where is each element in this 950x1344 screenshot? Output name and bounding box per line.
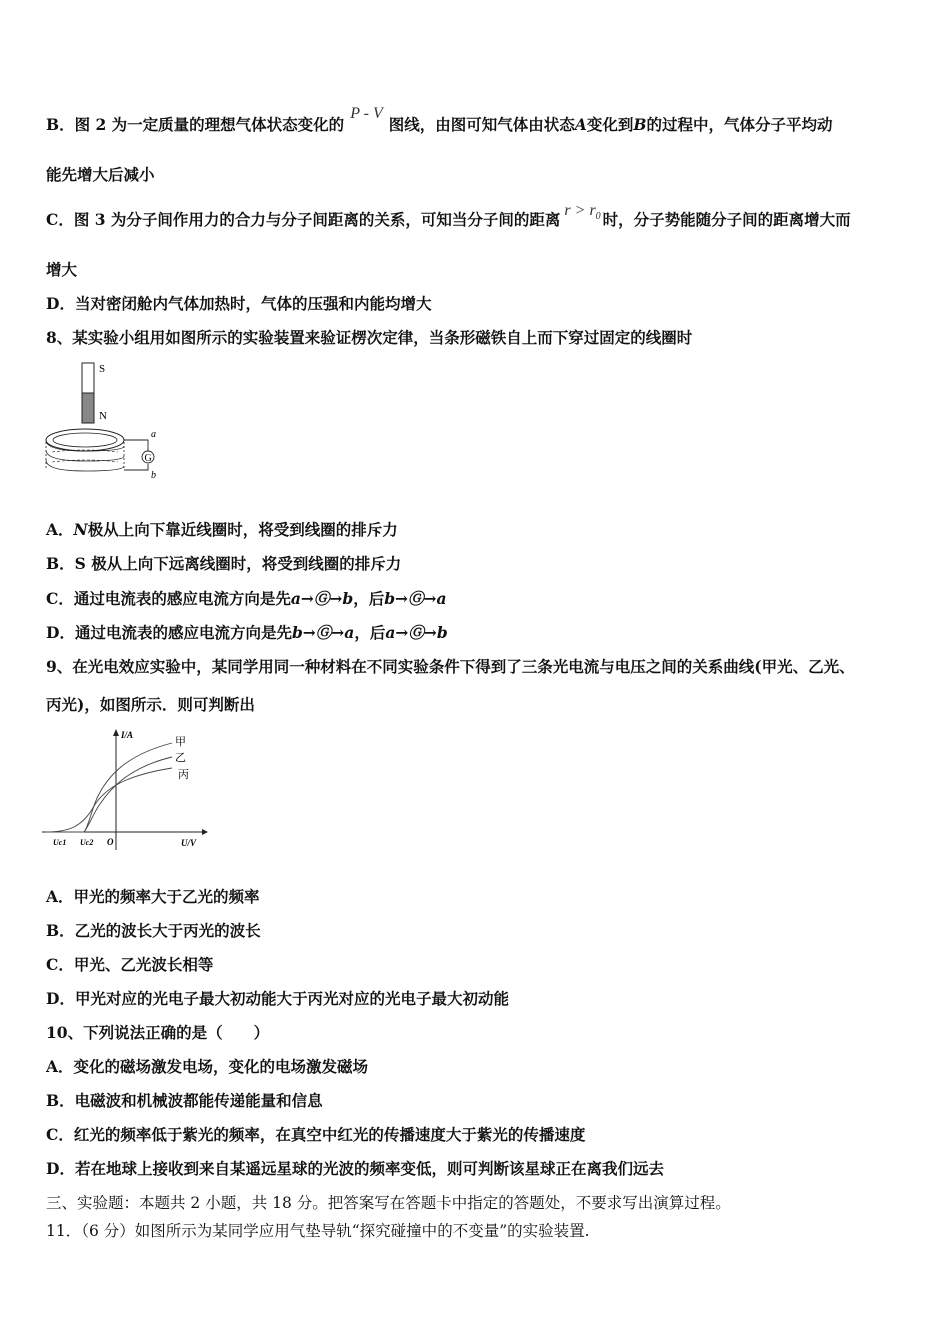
label-n: N [99, 410, 107, 422]
q7-option-b-text: B．图 2 为一定质量的理想气体状态变化的 [46, 115, 345, 134]
q8-option-d-mid: ，后 [354, 623, 386, 642]
current-path-3: b→Ⓖ→a [291, 623, 355, 642]
q10-option-d: D．若在地球上接收到来自某遥远星球的光波的频率变低，则可判断该星球正在离我们远去 [46, 1159, 664, 1178]
q7-option-c-text2: 时，分子势能随分子间的距离增大而 [602, 210, 851, 229]
label-s: S [99, 363, 106, 375]
q7-option-b-cont: 能先增大后减小 [46, 165, 155, 184]
current-path-2: b→Ⓖ→a [384, 589, 447, 608]
curve-jia [46, 743, 172, 832]
q9-option-d: D．甲光对应的光电子最大初动能大于丙光对应的光电子最大初动能 [46, 989, 509, 1008]
q7-option-b-text3: 变化到 [586, 115, 634, 134]
q7-option-b-text2: 图线，由图可知气体由状态 [388, 115, 575, 134]
x-axis-label: U/V [181, 838, 197, 848]
pole-n: N [73, 520, 88, 539]
q7-option-c-cont: 增大 [46, 260, 78, 279]
state-b: B [633, 115, 647, 134]
q8-stem: 8、某实验小组用如图所示的实验装置来验证楞次定律，当条形磁铁自上而下穿过固定的线圈时 [46, 328, 693, 347]
section-3-heading: 三、实验题：本题共 2 小题，共 18 分。把答案写在答题卡中指定的答题处，不要求写出演算过程。 [46, 1194, 731, 1212]
q9-stem: 9、在光电效应实验中，某同学用同一种材料在不同实验条件下得到了三条光电流与电压之间的关系曲线(甲光、乙光、 [46, 657, 855, 676]
q7-option-c [46, 202, 851, 237]
q8-option-d-text: D．通过电流表的感应电流方向是先 [46, 623, 292, 642]
curve-label-jia: 甲 [175, 736, 186, 748]
r-formula [564, 202, 601, 223]
r-formula-sub: 0 [595, 211, 601, 223]
q9-option-b: B．乙光的波长大于丙光的波长 [46, 921, 261, 940]
q7-option-b-text4: 的过程中，气体分子平均动 [646, 115, 833, 134]
bar-magnet-n [82, 393, 94, 423]
current-path-1: a→Ⓖ→b [290, 589, 354, 608]
curve-bing [46, 768, 172, 832]
label-g: G [144, 453, 152, 464]
curve-yi [84, 757, 172, 832]
curve-label-bing: 丙 [178, 769, 189, 781]
uc2-label: Uc2 [80, 838, 94, 847]
q8-option-c [46, 589, 447, 609]
q10-option-a: A．变化的磁场激发电场，变化的电场激发磁场 [46, 1057, 369, 1076]
uc1-label: Uc1 [53, 838, 67, 847]
current-path-4: a→Ⓖ→b [385, 623, 448, 642]
curve-label-yi: 乙 [175, 752, 186, 764]
y-axis-label: I/A [121, 730, 134, 740]
q10-option-b: B．电磁波和机械波都能传递能量和信息 [46, 1091, 323, 1110]
q8-option-a-prefix: A． [46, 520, 74, 539]
state-a: A [574, 115, 587, 134]
q9-option-a: A．甲光的频率大于乙光的频率 [46, 887, 260, 906]
coil-top [46, 429, 124, 451]
q8-option-c-mid: ，后 [353, 589, 385, 608]
q8-option-d [46, 623, 448, 643]
photoelectric-graph [42, 728, 212, 854]
q7-option-d: D．当对密闭舱内气体加热时，气体的压强和内能均增大 [46, 294, 432, 313]
coil-inner [53, 433, 117, 447]
q9-option-c: C．甲光、乙光波长相等 [46, 955, 214, 974]
pv-formula: P - V [350, 105, 383, 122]
q8-option-b: B．S 极从上向下远离线圈时，将受到线圈的排斥力 [46, 554, 402, 573]
origin-label: O [107, 837, 114, 847]
q10-stem: 10、下列说法正确的是（ ） [46, 1023, 270, 1042]
q9-stem-cont: 丙光)，如图所示．则可判断出 [46, 695, 255, 714]
q10-option-c: C．红光的频率低于紫光的频率，在真空中红光的传播速度大于紫光的传播速度 [46, 1125, 586, 1144]
q7-option-c-text: C．图 3 为分子间作用力的合力与分子间距离的关系，可知当分子间的距离 [46, 210, 561, 229]
q8-option-a [46, 520, 398, 540]
q8-option-c-text: C．通过电流表的感应电流方向是先 [46, 589, 291, 608]
coil-magnet-figure [40, 358, 170, 488]
q8-option-a-text: 极从上向下靠近线圈时，将受到线圈的排斥力 [87, 520, 398, 539]
q7-option-b [46, 105, 833, 136]
label-a: a [151, 429, 156, 440]
q11-stem: 11．（6 分）如图所示为某同学应用气垫导轨“探究碰撞中的不变量”的实验装置. [46, 1222, 590, 1240]
r-formula-main: r > r [564, 202, 596, 219]
label-b: b [151, 470, 156, 481]
